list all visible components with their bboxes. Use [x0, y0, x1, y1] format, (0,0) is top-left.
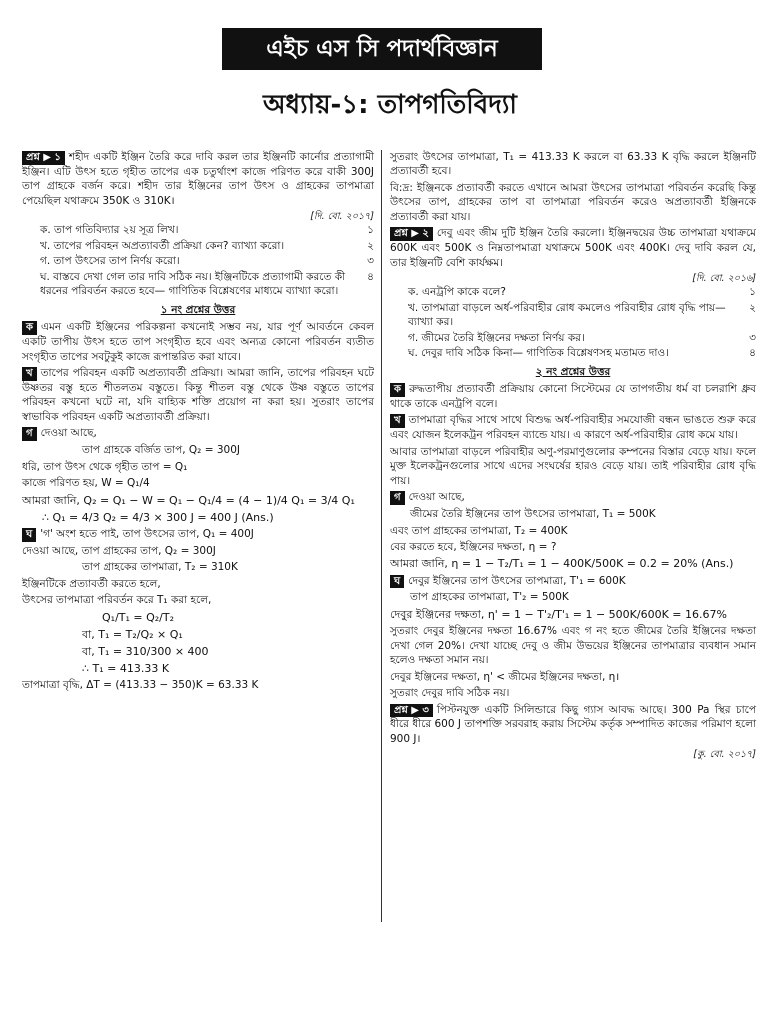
gha-temperature-increase: তাপমাত্রা বৃদ্ধি, ΔT = (413.33 − 350)K = 63.33 K: [22, 679, 259, 692]
question-1: [22, 150, 374, 208]
question-2-stem: দেবু এবং জীম দুটি ইঞ্জিন তৈরি করলো। ইঞ্জিনদ্বয়ের উচ্চ তাপমাত্রা যথাক্রমে 600K এবং 500K ও নিম্নতাপমাত্রা যথাক্রমে 500K এবং 400K। দেবু দাবি করল যে, তার ইঞ্জিনটি বেশি কার্যক্ষম।: [390, 227, 756, 269]
question-3-stem: পিস্টনযুক্ত একটি সিলিন্ডারে কিছু গ্যাস আবদ্ধ আছে। 300 Pa স্থির চাপে ধীরে ধীরে 600 J তাপশক্তি সরবরাহ করায় সিস্টেম কর্তৃক সম্পাদিত কাজের পরিমাণ হলো 900 J।: [390, 703, 756, 745]
answer-2-gha: ঘ দেবুর ইঞ্জিনের তাপ উৎসের তাপমাত্রা, T'₁ = 600K: [390, 574, 756, 589]
answer-tag-ga: গ: [390, 491, 405, 505]
answer-tag-ga: গ: [22, 427, 37, 441]
ga-equation: এবং তাপ গ্রাহকের তাপমাত্রা, T₂ = 400K: [390, 524, 568, 537]
note-text: বি:দ্র: ইঞ্জিনকে প্রত্যাবর্তী করতে এখানে আমরা উৎসের তাপমাত্রা পরিবর্তন করেছি কিন্তু উৎসের তাপ, গ্রাহকের তাপ বা তাপমাত্রা পরিবর্তন করেও অপ্রত্যাবর্তী ইঞ্জিনকে প্রত্যাবর্তী করা যায়।: [390, 181, 756, 223]
continuation-text: সুতরাং উৎসের তাপমাত্রা, T₁ = 413.33 K করলে বা 63.33 K বৃদ্ধি করলে ইঞ্জিনটি প্রত্যাবর্তী হবে।: [390, 151, 756, 178]
gha-equation: উৎসের তাপমাত্রা পরিবর্তন করে T₁ করা হলে,: [22, 594, 212, 607]
question-3-tag: প্রশ্ন ▶ ৩: [390, 704, 433, 718]
answer-1-heading: ১ নং প্রশ্নের উত্তর: [160, 303, 236, 316]
gha-final: সুতরাং দেবুর দাবি সঠিক নয়।: [390, 687, 510, 700]
answer-tag-gha: ঘ: [390, 575, 404, 589]
q2-item-ga: গ. জীমের তৈরি ইঞ্জিনের দক্ষতা নির্ণয় কর। ৩: [408, 331, 756, 344]
answer-tag-ka: ক: [22, 321, 37, 335]
gha-equation: ইঞ্জিনটিকে প্রত্যাবর্তী করতে হলে,: [22, 577, 161, 590]
q1-item-ka: ক. তাপ গতিবিদ্যার ২য় সূত্র লিখ। ১: [40, 224, 374, 237]
question-2-tag: প্রশ্ন ▶ ২: [390, 227, 433, 241]
column-divider: [381, 150, 382, 922]
q1-item-ga: গ. তাপ উৎসের তাপ নির্ণয় করো। ৩: [40, 255, 374, 268]
answer-tag-ka: ক: [390, 383, 405, 397]
gha-conclusion: সুতরাং দেবুর ইঞ্জিনের দক্ষতা 16.67% এবং গ নং হতে জীমের তৈরি ইঞ্জিনের দক্ষতা দেখা গেল 20%। দেখা যাচ্ছে দেবু ও জীম উভয়ের ইঞ্জিনের তাপমাত্রার ব্যবধান সমান হলেও দক্ষতা সমান নয়।: [390, 625, 756, 667]
q2-item-gha: ঘ. দেবুর দাবি সঠিক কিনা— গাণিতিক বিশ্লেষণসহ মতামত দাও। ৪: [408, 347, 756, 360]
gha-equation: দেওয়া আছে, তাপ গ্রাহকের তাপ, Q₂ = 300J: [22, 544, 216, 557]
answer-1-ga: গ দেওয়া আছে,: [22, 426, 374, 441]
gha-equation: Q₁/T₁ = Q₂/T₂: [102, 610, 175, 624]
question-2: [390, 226, 756, 270]
gha-equation: তাপ গ্রাহকের তাপমাত্রা, T₂ = 310K: [82, 561, 238, 574]
ga-equation: তাপ গ্রাহকে বর্জিত তাপ, Q₂ = 300J: [82, 444, 240, 457]
answer-2-kha-cont: আবার তাপমাত্রা বাড়লে পরিবাহীর অণু-পরমাণুগুলোর কম্পনের বিস্তার বেড়ে যায়। ফলে মুক্ত ইলেকট্রনগুলোর সাথে এদের সংঘর্ষের হারও বেড়ে যায়। তাই পরিবাহীর রোধ বৃদ্ধি পায়।: [390, 445, 756, 487]
answer-tag-kha: খ: [390, 414, 405, 428]
chapter-title: অধ্যায়-১: তাপগতিবিদ্যা: [263, 90, 517, 120]
gha-equation: বা, T₁ = 310/300 × 400: [82, 644, 209, 658]
answer-2-kha: খ তাপমাত্রা বৃদ্ধির সাথে সাথে বিশুদ্ধ অর্ধ-পরিবাহীর সমযোজী বন্ধন ভাঙতে শুরু করে এবং যোজন ইলেকট্রন পরিবহন ব্যান্ডে যায়। এ কারণে অর্ধ-পরিবাহীর রোধ কমে যায়।: [390, 414, 756, 442]
right-column: [390, 150, 756, 761]
answer-tag-kha: খ: [22, 367, 37, 381]
answer-tag-gha: ঘ: [22, 528, 36, 542]
ga-equation: আমরা জানি, Q₂ = Q₁ − W = Q₁ − Q₁/4 = (4 − 1)/4 Q₁ = 3/4 Q₁: [22, 493, 355, 507]
gha-equation: বা, T₁ = T₂/Q₂ × Q₁: [82, 627, 183, 641]
answer-1-ka: ক এমন একটি ইঞ্জিনের পরিকল্পনা কখনোই সম্ভব নয়, যার পূর্ণ আবর্তনে কেবল একটি তাপীয় উৎস হতে তাপ সংগৃহীত হবে এবং অন্যত্র কোনো পরিবর্তন ব্যতীত সংগৃহীত তাপের সবটুকুই কাজে রূপান্তরিত করা যাবে।: [22, 321, 374, 363]
left-column: [22, 150, 374, 695]
gha-equation: তাপ গ্রাহকের তাপমাত্রা, T'₂ = 500K: [410, 591, 569, 604]
gha-equation: দেবুর ইঞ্জিনের দক্ষতা, η' = 1 − T'₂/T'₁ = 1 − 500K/600K = 16.67%: [390, 607, 727, 621]
question-2-source: [দি. বো. ২০১৬]: [692, 273, 756, 285]
answer-1-gha: ঘ 'গ' অংশ হতে পাই, তাপ উৎসের তাপ, Q₁ = 400J: [22, 527, 374, 542]
ga-equation: ধরি, তাপ উৎস থেকে গৃহীত তাপ = Q₁: [22, 460, 188, 473]
question-1-source: [দি. বো. ২০১৭]: [310, 211, 374, 223]
q1-item-kha: খ. তাপের পরিবহন অপ্রত্যাবর্তী প্রক্রিয়া কেন? ব্যাখ্যা করো। ২: [40, 239, 374, 252]
question-1-stem: শহীদ একটি ইঞ্জিন তৈরি করে দাবি করল তার ইঞ্জিনটি কার্নোর প্রত্যাগামী ইঞ্জিন। এটি উৎস হতে গৃহীত তাপের এক চতুর্থাংশ কাজে পরিণত করে বাকী 300J তাপ গ্রাহকে বর্জন করে। শহীদ তার ইঞ্জিনের তাপ উৎস ও গ্রাহকের তাপমাত্রা পেয়েছিল যথাক্রমে 350K ও 310K।: [22, 151, 374, 207]
ga-result: আমরা জানি, η = 1 − T₂/T₁ = 1 − 400K/500K = 0.2 = 20% (Ans.): [390, 557, 734, 571]
question-3-source: [কু. বো. ২০১৭]: [693, 749, 756, 761]
book-title-banner: এইচ এস সি পদার্থবিজ্ঞান: [222, 28, 542, 70]
answer-2-heading: ২ নং প্রশ্নের উত্তর: [535, 365, 611, 378]
q2-item-kha: খ. তাপমাত্রা বাড়লে অর্ধ-পরিবাহীর রোধ কমলেও পরিবাহীর রোধ বৃদ্ধি পায়— ব্যাখ্যা কর। ২: [408, 301, 756, 329]
gha-result: ∴ T₁ = 413.33 K: [82, 662, 170, 676]
question-1-tag: প্রশ্ন ▶ ১: [22, 151, 65, 165]
ga-equation: বের করতে হবে, ইঞ্জিনের দক্ষতা, η = ?: [390, 540, 557, 553]
ga-result: ∴ Q₁ = 4/3 Q₂ = 4/3 × 300 J = 400 J (Ans.): [42, 510, 274, 524]
answer-2-ga: গ দেওয়া আছে,: [390, 490, 756, 505]
question-3: [390, 703, 756, 747]
ga-equation: কাজে পরিণত হয়, W = Q₁/4: [22, 477, 150, 490]
answer-1-kha: খ তাপের পরিবহন একটি অপ্রত্যাবর্তী প্রক্রিয়া। আমরা জানি, তাপের পরিবহন ঘটে উষ্ণতর বস্তু হতে শীতলতম বস্তুতে। কিন্তু শীতল বস্তু থেকে উষ্ণ বস্তুতে তাপের পরিবহন কখনো ঘটে না, যদি বাহ্যিক শক্তি প্রয়োগ না করা হয়। সুতরাং তাপের স্বাভাবিক পরিবহন একটি অপ্রত্যাবর্তী প্রক্রিয়া।: [22, 367, 374, 423]
q2-item-ka: ক. এনট্রপি কাকে বলে? ১: [408, 286, 756, 299]
gha-comparison: দেবুর ইঞ্জিনের দক্ষতা, η' < জীমের ইঞ্জিনের দক্ষতা, η।: [390, 670, 620, 683]
q1-item-gha: ঘ. বাস্তবে দেখা গেল তার দাবি সঠিক নয়। ইঞ্জিনটিকে প্রত্যাগামী করতে কী ধরনের পরিবর্তন করতে হবে— গাণিতিক বিশ্লেষণের মাধ্যমে ব্যাখ্যা করো। ৪: [40, 270, 374, 298]
answer-2-ka: ক রুদ্ধতাপীয় প্রত্যাবর্তী প্রক্রিয়ায় কোনো সিস্টেমের যে তাপগতীয় ধর্ম বা চলরাশি ধ্রুব থাকে তাকে এনট্রপি বলে।: [390, 383, 756, 410]
ga-equation: জীমের তৈরি ইঞ্জিনের তাপ উৎসের তাপমাত্রা, T₁ = 500K: [410, 508, 656, 521]
